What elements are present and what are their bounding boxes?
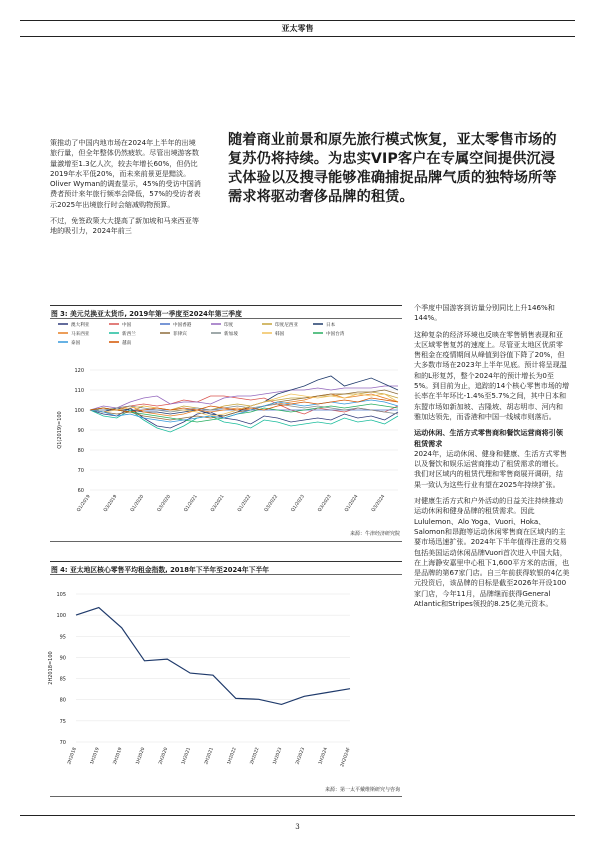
x-tick-label: Q3/2023 [317,494,333,514]
x-tick-label: 1H2019 [89,746,101,766]
x-tick-label: 2H2023 [295,746,307,766]
x-tick-label: Q1/2019 [76,494,92,514]
x-tick-label: 1H2020 [135,746,147,766]
y-tick-label: 70 [77,468,84,474]
legend-label-0: 澳大利亚 [71,323,90,328]
fig4-chart [50,584,402,774]
series-line-3 [90,386,398,410]
x-tick-label: Q3/2019 [103,494,119,514]
legend-label-8: 菲律宾 [173,332,187,337]
x-tick-label: 1H2023 [272,746,284,766]
y-tick-label: 60 [77,488,84,494]
y-axis-label: 2H2018=100 [48,651,54,685]
footer-rule [20,815,575,816]
y-tick-label: 80 [77,448,84,454]
x-tick-label: Q3/2024 [371,494,387,514]
x-tick-label: 2H2022 [249,746,261,766]
x-tick-label: 2H2019 [112,746,124,766]
x-tick-label: Q1/2022 [237,494,253,514]
y-tick-label: 95 [59,634,66,641]
x-tick-label: Q1/2024 [344,494,360,514]
fig4-source: 来源：第一太平戴维斯研究与咨询 [324,787,400,793]
y-tick-label: 70 [59,740,66,746]
legend-label-12: 泰国 [71,341,81,346]
legend-label-2: 中国香港 [173,323,192,328]
right-paragraph-2: 这种复杂的经济环境也反映在零售销售表现和亚太区域零售复苏的速度上。尽管亚太地区优质零售租金在疫情期间从峰值到谷值下降了20%，但大多数市场在2023年上半年见底。预计将呈现温和的L形复苏，整个2024年的预计增长为0至5%。到目前为止，追踪的14个核心零售市场的增长率在半年环比-1.4%至5.7%之间，其中日本和东盟市场如新加坡、吉隆坡、胡志明市、河内和雅加达领先，而香港和中国一线城市则落后。 [414,329,570,421]
legend-label-4: 印度尼西亚 [275,323,298,328]
legend-label-10: 韩国 [275,332,285,337]
x-tick-label: Q1/2023 [290,494,306,514]
left-paragraph-2: 不过，免签政策大大提高了新加坡和马来西亚等地的吸引力，2024年前三 [50,216,199,236]
x-tick-label: 2H2024F [340,746,352,768]
right-subheading: 运动休闲、生活方式零售商和餐饮运营商将引领租赁需求 [414,428,563,448]
fig4-title-rule [50,574,402,575]
y-tick-label: 120 [74,368,84,374]
y-tick-label: 90 [59,655,66,662]
fig3-title: 图 3: 美元兑换亚太货币, 2019年第一季度至2024年第三季度 [51,310,242,318]
section-title: 亚太零售 [281,24,314,33]
fig4-bottom-rule [50,796,402,797]
fig4-top-rule [50,561,402,562]
legend-label-13: 越南 [122,341,132,346]
fig3-top-rule [50,305,402,306]
x-tick-label: Q1/2021 [183,494,199,514]
y-tick-label: 100 [56,613,66,620]
header-bottom-rule [20,36,575,37]
x-tick-label: Q3/2020 [156,494,172,514]
legend-label-9: 新加坡 [224,332,238,337]
x-tick-label: Q3/2022 [263,494,280,514]
x-tick-label: 1H2024 [318,746,330,766]
x-tick-label: Q1/2020 [129,494,146,514]
y-tick-label: 75 [59,718,66,725]
x-tick-label: 2H2021 [204,746,215,766]
x-tick-label: 1H2022 [226,746,238,766]
left-column [50,138,202,243]
y-tick-label: 110 [74,388,84,394]
fig3-chart [50,320,402,516]
y-tick-label: 100 [74,408,84,414]
right-paragraph-3: 2024年，运动休闲、健身和健康、生活方式零售以及餐饮和娱乐运营商推动了租赁需求的增长。我们对区域内的租赁代理和零售商展开调研，结果一致认为这些行业有望在2025年持续扩张。 [414,448,567,489]
left-paragraph-1: 策推动了中国内地市场在2024年上半年的出境旅行量，但全年整体仍然疲软。尽管出境游客数量激增至1.3亿人次，较去年增长60%，但仍比2019年水平低20%，而未来前景更是黯淡。Oliver Wyman的调查显示，45%的受访中国消费者预计来年旅行频率会降低，57%的受访者表示2025年出境旅行时会缩减购物预算。 [50,138,201,209]
legend-label-5: 日本 [326,323,336,328]
fig4-title: 图 4: 亚太地区核心零售平均租金指数, 2018年下半年至2024年下半年 [51,566,270,574]
y-tick-label: 105 [56,592,66,598]
y-tick-label: 90 [77,428,84,434]
fig3-bottom-rule [50,541,402,542]
header-top-rule [20,20,575,21]
x-tick-label: 2H2020 [158,746,170,766]
legend-label-3: 印度 [224,323,234,328]
y-tick-label: 85 [59,676,66,683]
legend-label-6: 马来西亚 [71,332,90,337]
fig3-source: 来源：牛津经济研究院 [349,531,400,537]
legend-label-11: 中国台湾 [326,332,345,337]
page-number: 3 [295,823,300,831]
x-tick-label: 2H2018 [67,746,78,766]
x-tick-label: Q3/2021 [210,494,226,514]
right-paragraph-1: 个季度中国游客到访量分别同比上升146%和144%。 [414,303,555,323]
fig3-title-rule [50,318,402,319]
right-column [414,303,570,615]
rent-index-line [76,608,350,705]
y-tick-label: 80 [59,697,66,704]
legend-label-1: 中国 [122,323,132,328]
y-axis-label: Q1(2019)=100 [57,411,63,449]
right-paragraph-4: 对健康生活方式和户外活动的日益关注持续推动运动休闲和健身品牌的租赁需求。因此Lululemon、Alo Yoga、Vuori、Hoka、Salomon和昂跑等运动休闲零售商在区域内的主要市场迅速扩张。2024年下半年值得注意的交易包括美国运动休闲品牌Vuori首次进入中国大陆，在上海静安嘉里中心租下1,600平方米的店面，也是品牌的第67家门店。自三年前获得软银的4亿美元投资后，该品牌的目标是截至2026年开设100家门店，今年11月，品牌继而获得General Atlantic和Stripes领投的8.25亿美元资本。 [414,496,570,609]
lead-statement: 随着商业前景和原先旅行模式恢复，亚太零售市场的复苏仍将持续。为忠实VIP客户在专属空间提供沉浸式体验以及搜寻能够准确捕捉品牌气质的独特场所等需求将驱动奢侈品牌的租赁。 [228,132,557,205]
x-tick-label: 1H2021 [181,746,193,766]
legend-label-7: 新西兰 [122,332,136,337]
